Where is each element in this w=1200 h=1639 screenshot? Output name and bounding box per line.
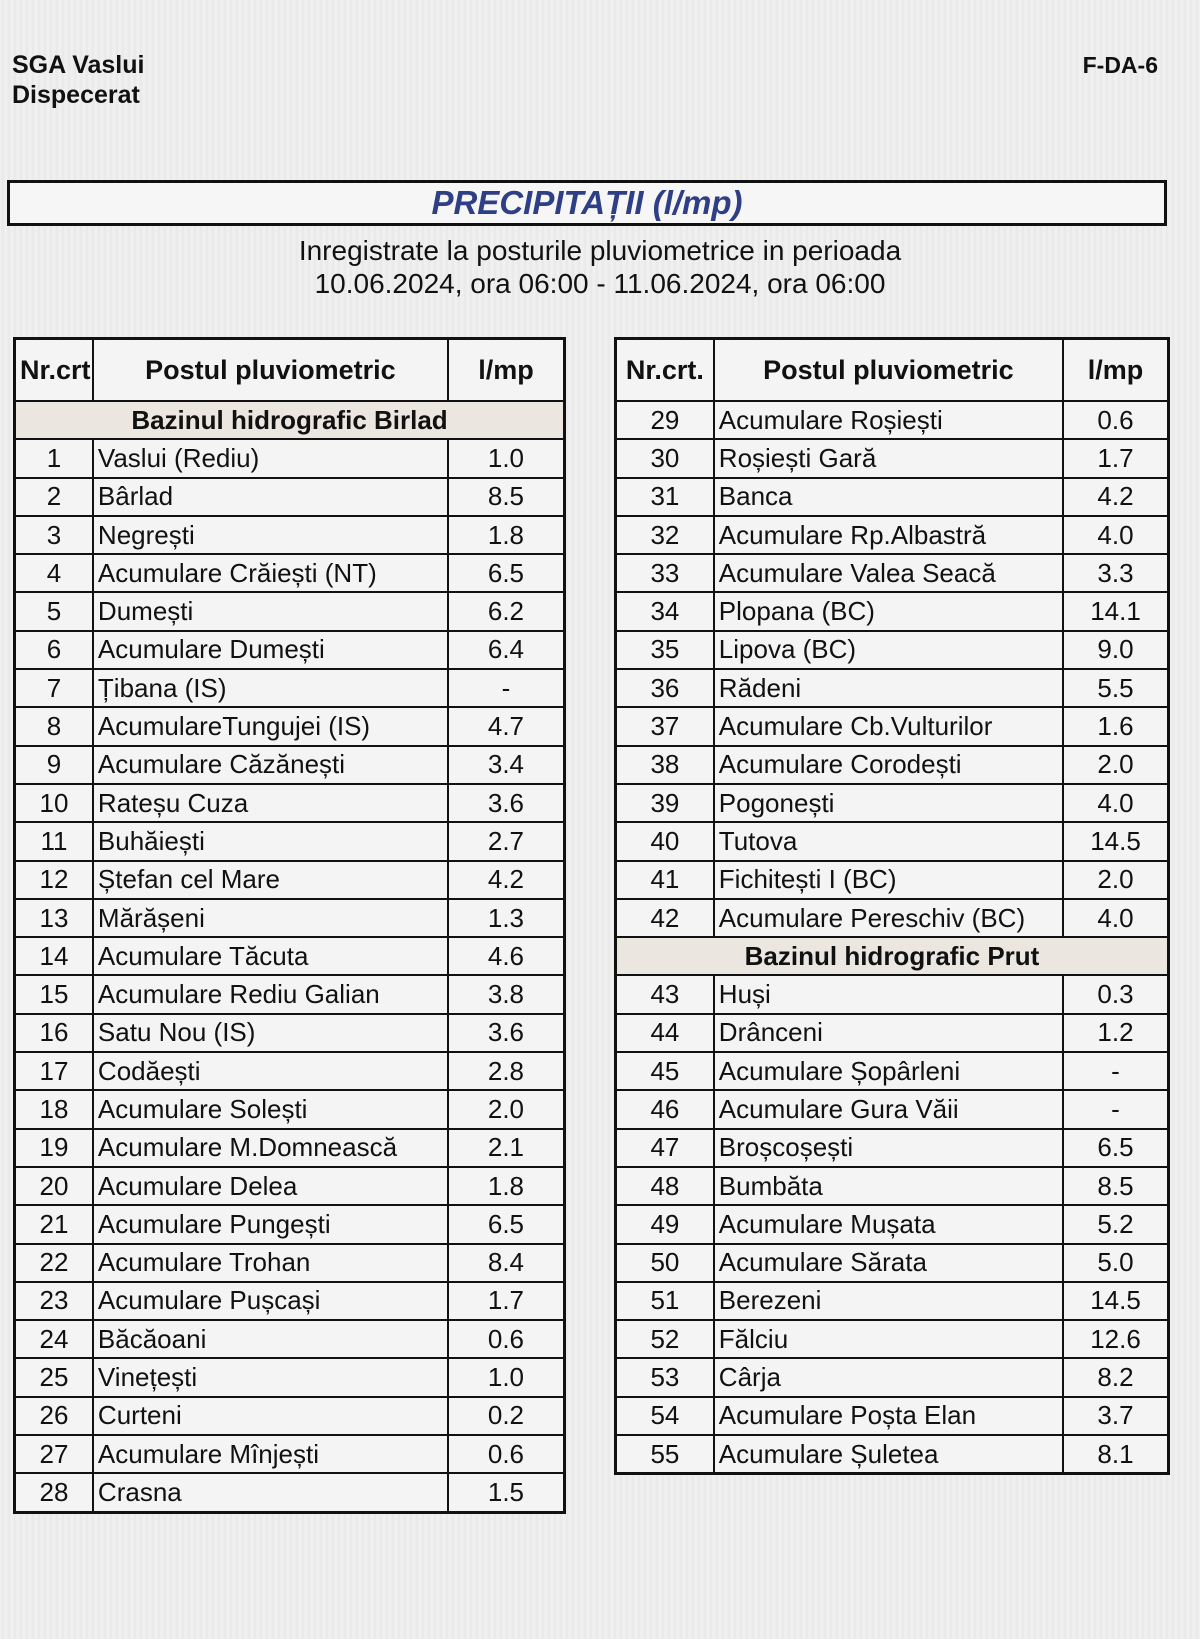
department-name: Dispecerat xyxy=(12,81,140,109)
column-header-value: l/mp xyxy=(1063,339,1169,402)
station-name: Acumulare Rediu Galian xyxy=(93,975,448,1013)
station-name: Negrești xyxy=(93,516,448,554)
row-number: 48 xyxy=(616,1167,714,1205)
row-number: 29 xyxy=(616,401,714,439)
station-name: Crasna xyxy=(93,1473,448,1512)
table-row xyxy=(15,554,565,592)
row-number: 54 xyxy=(616,1397,714,1435)
row-number: 40 xyxy=(616,822,714,860)
table-row xyxy=(15,1167,565,1205)
table-row xyxy=(616,554,1169,592)
organization-name: SGA Vaslui xyxy=(12,51,145,79)
column-header-post: Postul pluviometric xyxy=(93,339,448,402)
precipitation-value: 2.0 xyxy=(1063,746,1169,784)
table-row xyxy=(15,1397,565,1435)
precipitation-value: 0.6 xyxy=(448,1320,565,1358)
table-row xyxy=(15,1205,565,1243)
organization-block xyxy=(12,50,144,110)
row-number: 36 xyxy=(616,669,714,707)
table-row xyxy=(616,1397,1169,1435)
table-row xyxy=(15,861,565,899)
precipitation-value: 5.2 xyxy=(1063,1205,1169,1243)
row-number: 22 xyxy=(15,1244,93,1282)
table-row xyxy=(15,784,565,822)
table-row xyxy=(15,899,565,937)
precipitation-value: 1.5 xyxy=(448,1473,565,1512)
row-number: 52 xyxy=(616,1320,714,1358)
row-number: 18 xyxy=(15,1090,93,1128)
table-row xyxy=(616,669,1169,707)
column-header-nr: Nr.crt xyxy=(15,339,93,402)
row-number: 43 xyxy=(616,975,714,1013)
station-name: Huși xyxy=(714,975,1063,1013)
precipitation-value: 4.0 xyxy=(1063,784,1169,822)
row-number: 42 xyxy=(616,899,714,937)
table-row xyxy=(15,439,565,477)
table-row xyxy=(616,899,1169,937)
precipitation-value: 4.2 xyxy=(1063,478,1169,516)
table-row xyxy=(15,1320,565,1358)
station-name: Acumulare Tăcuta xyxy=(93,937,448,975)
station-name: Acumulare Roșiești xyxy=(714,401,1063,439)
precipitation-value: 4.0 xyxy=(1063,516,1169,554)
table-row xyxy=(616,1129,1169,1167)
row-number: 50 xyxy=(616,1244,714,1282)
precipitation-value: 8.1 xyxy=(1063,1435,1169,1474)
station-name: Berezeni xyxy=(714,1282,1063,1320)
row-number: 53 xyxy=(616,1358,714,1396)
precipitation-value: 8.2 xyxy=(1063,1358,1169,1396)
table-row xyxy=(616,1052,1169,1090)
station-name: Codăești xyxy=(93,1052,448,1090)
table-row xyxy=(616,631,1169,669)
table-row xyxy=(15,822,565,860)
table-row xyxy=(15,1358,565,1396)
column-header-nr: Nr.crt. xyxy=(616,339,714,402)
precipitation-value: 4.0 xyxy=(1063,899,1169,937)
row-number: 44 xyxy=(616,1014,714,1052)
precipitation-value: 3.8 xyxy=(448,975,565,1013)
station-name: Acumulare Valea Seacă xyxy=(714,554,1063,592)
precipitation-value: 0.3 xyxy=(1063,975,1169,1013)
precipitation-value: 4.7 xyxy=(448,707,565,745)
table-row xyxy=(616,784,1169,822)
station-name: Acumulare Solești xyxy=(93,1090,448,1128)
station-name: Acumulare Pereschiv (BC) xyxy=(714,899,1063,937)
right-precipitation-table xyxy=(614,337,1170,1475)
row-number: 39 xyxy=(616,784,714,822)
row-number: 19 xyxy=(15,1129,93,1167)
station-name: Bârlad xyxy=(93,478,448,516)
form-code: F-DA-6 xyxy=(1082,52,1158,78)
precipitation-value: 2.0 xyxy=(448,1090,565,1128)
page-title: PRECIPITAȚII (l/mp) xyxy=(431,184,743,221)
row-number: 16 xyxy=(15,1014,93,1052)
station-name: Dumești xyxy=(93,592,448,630)
station-name: Acumulare Crăiești (NT) xyxy=(93,554,448,592)
subtitle-period: 10.06.2024, ora 06:00 - 11.06.2024, ora 06:00 xyxy=(314,268,886,299)
precipitation-value: 4.2 xyxy=(448,861,565,899)
station-name: Acumulare Cb.Vulturilor xyxy=(714,707,1063,745)
row-number: 5 xyxy=(15,592,93,630)
station-name: Acumulare Căzănești xyxy=(93,746,448,784)
precipitation-value: 5.5 xyxy=(1063,669,1169,707)
subtitle xyxy=(0,234,1200,300)
table-row xyxy=(616,822,1169,860)
precipitation-value: 1.6 xyxy=(1063,707,1169,745)
precipitation-value: 0.6 xyxy=(448,1435,565,1473)
station-name: Acumulare Dumești xyxy=(93,631,448,669)
precipitation-value: 1.8 xyxy=(448,516,565,554)
precipitation-value: 3.7 xyxy=(1063,1397,1169,1435)
row-number: 41 xyxy=(616,861,714,899)
station-name: Satu Nou (IS) xyxy=(93,1014,448,1052)
row-number: 23 xyxy=(15,1282,93,1320)
table-row xyxy=(15,592,565,630)
precipitation-value: 12.6 xyxy=(1063,1320,1169,1358)
station-name: Tutova xyxy=(714,822,1063,860)
precipitation-value: 2.1 xyxy=(448,1129,565,1167)
table-row xyxy=(15,1129,565,1167)
precipitation-value: 0.2 xyxy=(448,1397,565,1435)
basin-row xyxy=(15,401,565,439)
left-precipitation-table xyxy=(13,337,566,1514)
row-number: 2 xyxy=(15,478,93,516)
precipitation-value: - xyxy=(448,669,565,707)
precipitation-value: 1.7 xyxy=(1063,439,1169,477)
row-number: 37 xyxy=(616,707,714,745)
precipitation-value: 6.5 xyxy=(448,554,565,592)
station-name: Plopana (BC) xyxy=(714,592,1063,630)
table-row xyxy=(616,1282,1169,1320)
table-row xyxy=(15,707,565,745)
row-number: 45 xyxy=(616,1052,714,1090)
row-number: 55 xyxy=(616,1435,714,1474)
row-number: 4 xyxy=(15,554,93,592)
station-name: Acumulare Pungești xyxy=(93,1205,448,1243)
station-name: Acumulare Sărata xyxy=(714,1244,1063,1282)
station-name: Roșiești Gară xyxy=(714,439,1063,477)
row-number: 31 xyxy=(616,478,714,516)
station-name: Cârja xyxy=(714,1358,1063,1396)
row-number: 33 xyxy=(616,554,714,592)
table-row xyxy=(616,1090,1169,1128)
precipitation-value: 8.4 xyxy=(448,1244,565,1282)
row-number: 17 xyxy=(15,1052,93,1090)
precipitation-value: 2.7 xyxy=(448,822,565,860)
table-row xyxy=(15,1435,565,1473)
precipitation-value: 1.3 xyxy=(448,899,565,937)
station-name: Acumulare Trohan xyxy=(93,1244,448,1282)
table-row xyxy=(15,516,565,554)
row-number: 14 xyxy=(15,937,93,975)
row-number: 51 xyxy=(616,1282,714,1320)
table-row xyxy=(15,1052,565,1090)
precipitation-value: 3.3 xyxy=(1063,554,1169,592)
row-number: 49 xyxy=(616,1205,714,1243)
table-row xyxy=(15,1282,565,1320)
precipitation-value: 4.6 xyxy=(448,937,565,975)
table-row xyxy=(616,1244,1169,1282)
table-row xyxy=(15,1244,565,1282)
station-name: Acumulare M.Domnească xyxy=(93,1129,448,1167)
station-name: Vinețești xyxy=(93,1358,448,1396)
station-name: Rădeni xyxy=(714,669,1063,707)
table-header-row xyxy=(616,339,1169,402)
station-name: Fălciu xyxy=(714,1320,1063,1358)
row-number: 34 xyxy=(616,592,714,630)
table-row xyxy=(616,1167,1169,1205)
station-name: Băcăoani xyxy=(93,1320,448,1358)
station-name: Mărășeni xyxy=(93,899,448,937)
table-row xyxy=(15,669,565,707)
table-row xyxy=(15,631,565,669)
precipitation-value: 1.7 xyxy=(448,1282,565,1320)
station-name: Lipova (BC) xyxy=(714,631,1063,669)
table-row xyxy=(15,746,565,784)
row-number: 26 xyxy=(15,1397,93,1435)
precipitation-value: 3.6 xyxy=(448,784,565,822)
row-number: 30 xyxy=(616,439,714,477)
station-name: Acumulare Pușcași xyxy=(93,1282,448,1320)
row-number: 25 xyxy=(15,1358,93,1396)
table-row xyxy=(616,1014,1169,1052)
row-number: 28 xyxy=(15,1473,93,1512)
station-name: Țibana (IS) xyxy=(93,669,448,707)
table-row xyxy=(616,1205,1169,1243)
precipitation-value: 1.0 xyxy=(448,439,565,477)
table-row xyxy=(616,975,1169,1013)
table-row xyxy=(15,975,565,1013)
row-number: 35 xyxy=(616,631,714,669)
basin-label: Bazinul hidrografic Prut xyxy=(616,937,1169,975)
table-row xyxy=(616,439,1169,477)
station-name: Fichitești I (BC) xyxy=(714,861,1063,899)
row-number: 11 xyxy=(15,822,93,860)
table-row xyxy=(15,1090,565,1128)
table-row xyxy=(15,1473,565,1512)
row-number: 3 xyxy=(15,516,93,554)
row-number: 12 xyxy=(15,861,93,899)
station-name: Acumulare Poșta Elan xyxy=(714,1397,1063,1435)
table-row xyxy=(616,746,1169,784)
row-number: 7 xyxy=(15,669,93,707)
row-number: 10 xyxy=(15,784,93,822)
table-header-row xyxy=(15,339,565,402)
precipitation-value: 6.5 xyxy=(1063,1129,1169,1167)
row-number: 47 xyxy=(616,1129,714,1167)
precipitation-value: 8.5 xyxy=(448,478,565,516)
precipitation-value: 5.0 xyxy=(1063,1244,1169,1282)
station-name: Rateșu Cuza xyxy=(93,784,448,822)
row-number: 8 xyxy=(15,707,93,745)
row-number: 1 xyxy=(15,439,93,477)
station-name: AcumulareTungujei (IS) xyxy=(93,707,448,745)
precipitation-value: 1.0 xyxy=(448,1358,565,1396)
row-number: 38 xyxy=(616,746,714,784)
table-row xyxy=(616,1358,1169,1396)
station-name: Acumulare Mușata xyxy=(714,1205,1063,1243)
precipitation-value: 14.1 xyxy=(1063,592,1169,630)
table-row xyxy=(616,401,1169,439)
row-number: 32 xyxy=(616,516,714,554)
station-name: Ștefan cel Mare xyxy=(93,861,448,899)
basin-row xyxy=(616,937,1169,975)
station-name: Buhăiești xyxy=(93,822,448,860)
table-row xyxy=(15,937,565,975)
station-name: Bumbăta xyxy=(714,1167,1063,1205)
station-name: Acumulare Delea xyxy=(93,1167,448,1205)
column-header-post: Postul pluviometric xyxy=(714,339,1063,402)
station-name: Broșcoșești xyxy=(714,1129,1063,1167)
station-name: Vaslui (Rediu) xyxy=(93,439,448,477)
precipitation-value: 14.5 xyxy=(1063,1282,1169,1320)
column-header-value: l/mp xyxy=(448,339,565,402)
row-number: 21 xyxy=(15,1205,93,1243)
row-number: 27 xyxy=(15,1435,93,1473)
subtitle-line-1: Inregistrate la posturile pluviometrice in perioada xyxy=(298,235,902,266)
row-number: 24 xyxy=(15,1320,93,1358)
precipitation-value: 8.5 xyxy=(1063,1167,1169,1205)
row-number: 46 xyxy=(616,1090,714,1128)
row-number: 6 xyxy=(15,631,93,669)
table-row xyxy=(616,478,1169,516)
basin-label: Bazinul hidrografic Birlad xyxy=(15,401,565,439)
precipitation-value: 1.2 xyxy=(1063,1014,1169,1052)
table-row xyxy=(616,592,1169,630)
station-name: Acumulare Șuletea xyxy=(714,1435,1063,1474)
precipitation-value: 6.5 xyxy=(448,1205,565,1243)
station-name: Acumulare Gura Văii xyxy=(714,1090,1063,1128)
table-row xyxy=(15,478,565,516)
precipitation-value: 0.6 xyxy=(1063,401,1169,439)
row-number: 9 xyxy=(15,746,93,784)
station-name: Acumulare Rp.Albastră xyxy=(714,516,1063,554)
table-row xyxy=(616,1320,1169,1358)
precipitation-value: 6.4 xyxy=(448,631,565,669)
row-number: 20 xyxy=(15,1167,93,1205)
row-number: 13 xyxy=(15,899,93,937)
table-row xyxy=(616,707,1169,745)
station-name: Banca xyxy=(714,478,1063,516)
precipitation-value: 3.6 xyxy=(448,1014,565,1052)
station-name: Acumulare Mînjești xyxy=(93,1435,448,1473)
precipitation-value: 2.0 xyxy=(1063,861,1169,899)
precipitation-value: 14.5 xyxy=(1063,822,1169,860)
table-row xyxy=(616,1435,1169,1474)
station-name: Curteni xyxy=(93,1397,448,1435)
precipitation-value: - xyxy=(1063,1052,1169,1090)
row-number: 15 xyxy=(15,975,93,1013)
station-name: Acumulare Șopârleni xyxy=(714,1052,1063,1090)
station-name: Acumulare Corodești xyxy=(714,746,1063,784)
precipitation-value: 9.0 xyxy=(1063,631,1169,669)
table-row xyxy=(616,861,1169,899)
table-row xyxy=(15,1014,565,1052)
station-name: Drânceni xyxy=(714,1014,1063,1052)
precipitation-value: 6.2 xyxy=(448,592,565,630)
precipitation-value: 3.4 xyxy=(448,746,565,784)
precipitation-value: 1.8 xyxy=(448,1167,565,1205)
station-name: Pogonești xyxy=(714,784,1063,822)
title-box xyxy=(7,180,1167,226)
table-row xyxy=(616,516,1169,554)
precipitation-value: - xyxy=(1063,1090,1169,1128)
precipitation-value: 2.8 xyxy=(448,1052,565,1090)
